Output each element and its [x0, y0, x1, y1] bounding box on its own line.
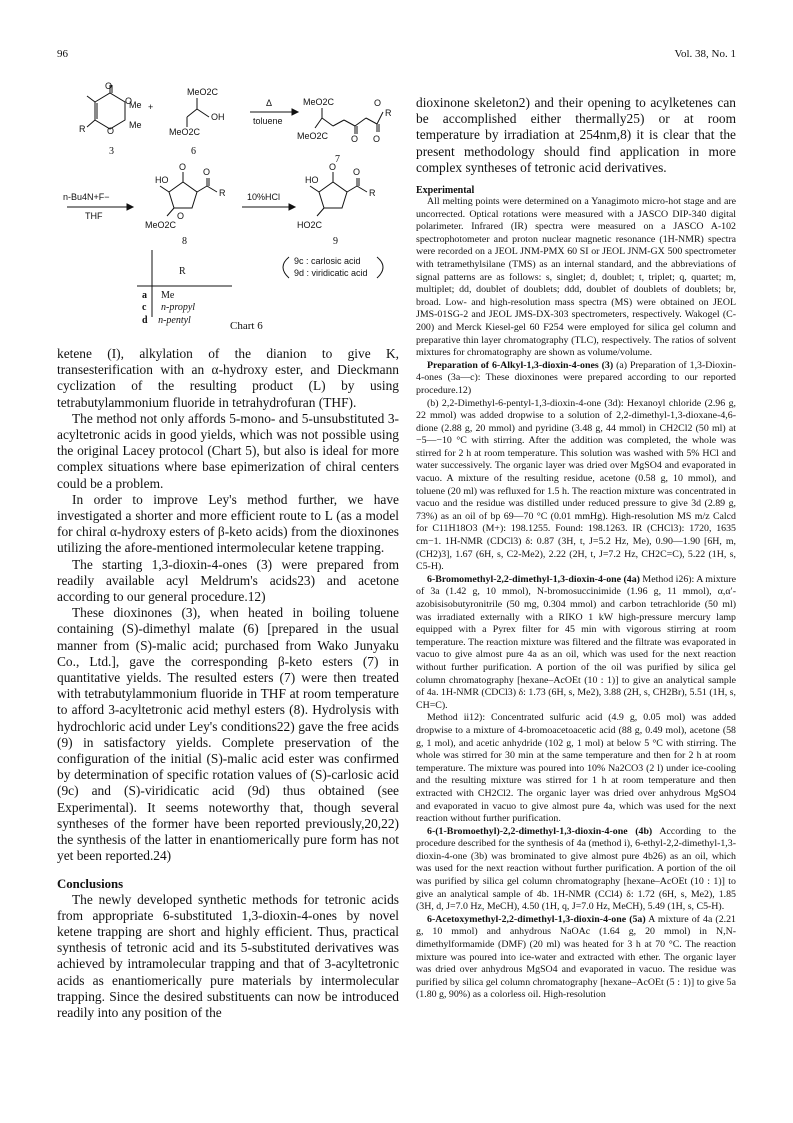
journal-volume: Vol. 38, No. 1	[674, 48, 736, 60]
exp-preparation-5a	[416, 914, 736, 1002]
label-o-4: O	[374, 98, 382, 108]
right-column	[416, 95, 736, 1002]
right-paragraph-1: dioxinone skeleton2) and their opening to acylketenes can be accomplished either thermally25) or at room temperature by irradiation at 254nm,8) it is clear that the present methodology should find application in more complex syntheses of tetronic acid derivatives.	[416, 95, 736, 175]
label-o-2: O	[125, 96, 133, 106]
table-value-a: Me	[161, 290, 175, 301]
table-key-c: c	[142, 302, 147, 313]
compound-6: 6	[191, 146, 196, 157]
exp-general: All melting points were determined on a Yanagimoto micro-hot stage and are uncorrected. Optical rotations were measured with a JASCO DIP-340 digital polarimeter. Infrared (IR) spectra were measured on a JASCO A-102 spectrophotometer and proton nuclear magnetic resonance (1H-NMR) spectra were recorded on a JEOL JNM-PMX 60 SI or JEOL JNM-GX 500 spectrometer with tetramethylsilane (TMS) as an internal standard, and the abbreviations of signal patterns are as follows: s, singlet; d, doublet; t, triplet; q, quartet; m, multiplet; dd, doublet of doublets; ddd, doublet of doublets of doublets; br, broad. Low- and high-resolution mass spectra (MS) were obtained on JEOL JMS-01SG-2 and JEOL JMS-DX-303 spectrometers, respectively. Wakogel (C-200) and Merck Kiesel-gel 60 F254 were employed for silica gel column and preparative thin layer chromatography (TLC), respectively. The ratios of solvent mixtures for chromatography are shown as volume/volume.	[416, 196, 736, 359]
label-o-11: O	[329, 162, 337, 172]
note-9c: 9c : carlosic acid	[294, 256, 361, 266]
left-paragraph-3: In order to improve Ley's method further, we have investigated a shorter and more efficient route to L (as a model for chiral α-hydroxy esters of β-keto acids) from the dioxinones utilizing the afore-mentioned intermolecular ketene trapping.	[57, 491, 399, 556]
table-key-a: a	[142, 290, 147, 301]
table-header-r: R	[179, 266, 186, 277]
exp-preparation-4b-text: According to the procedure described for the synthesis of 4a (method i), 6-ethyl-2,2-dimethyl-1,3-dioxin-4-one (3b) was brominated to give almost pure 4b26) as an oil, which was used for the next reaction without further purification. A portion of the oil was purified by silica gel column chromatography [hexane–AcOEt (10 : 1)] to give an analytical sample of 4b. 1H-NMR (CCl4) δ: 1.72 (6H, s, Me2), 1.85 (3H, d, J=7.0 Hz, MeCH), 4.50 (1H, q, J=7.0 Hz, MeCH), 5.49 (1H, s, C5-H).	[416, 825, 737, 913]
label-meo2c-d: MeO2C	[297, 131, 329, 141]
left-column	[57, 346, 399, 1021]
reagent-hcl: 10%HCl	[247, 192, 281, 202]
exp-preparation-3-title: Preparation of 6-Alkyl-1,3-dioxin-4-ones (3)	[427, 359, 614, 371]
label-o-5: O	[373, 134, 381, 144]
label-r-4: R	[369, 188, 376, 198]
reagent-thf: THF	[85, 211, 103, 221]
reagent-fluoride: n-Bu4N+F−	[63, 192, 110, 202]
reagent-toluene: toluene	[253, 116, 283, 126]
compound-9: 9	[333, 236, 338, 247]
table-value-d: n-pentyl	[158, 315, 191, 326]
exp-preparation-4a-text: Method i26): A mixture of 3a (1.42 g, 10 mmol), N-bromosuccinimide (1.96 g, 11 mmol), α,α′-azobisisobutyronitrile (50 mg, 0.304 mmol) and carbon tetrachloride (50 ml) was irradiated externally with a RIKO 1 kW high-pressure mercury lamp equipped with a Pyrex filter for 45 min with vigorous stirring at room temperature. The reaction mixture was filtered and the filtrate was evaporated in vacuo to give almost pure 4a as an oil, which was used for the next reaction without further purification. A portion of the oil was purified by silica gel column chromatography [hexane–AcOEt (10 : 1)] to give an analytical sample of 4a. 1H-NMR (CDCl3) δ: 1.73 (6H, s, Me2), 3.88 (2H, s, CH2Br), 5.51 (1H, s, CH=C).	[416, 573, 737, 711]
exp-preparation-5a-title: 6-Acetoxymethyl-2,2-dimethyl-1,3-dioxin-4-one (5a)	[427, 913, 646, 925]
exp-preparation-4a-title: 6-Bromomethyl-2,2-dimethyl-1,3-dioxin-4-one (4a)	[427, 573, 640, 585]
exp-preparation-4a	[416, 574, 736, 713]
compound-7: 7	[335, 154, 340, 165]
exp-preparation-3	[416, 360, 736, 398]
left-paragraph-6: The newly developed synthetic methods for tetronic acids from appropriate 6-substituted 1,3-dioxin-4-ones by novel ketene trapping are short and highly efficient. Thus, practical synthesis of tetronic acid and its 5-substituted derivatives was achieved by intramolecular trapping and that of 3-acyltetronic acids as enantiomerically pure materials by intermolecular trapping. Since the desired substituents can now be introduced readily into any position of the	[57, 891, 399, 1020]
label-o-8: O	[179, 162, 187, 172]
tetronic-ring-8	[169, 182, 197, 208]
label-o-7: O	[203, 167, 211, 177]
tetronic-ring-9	[319, 182, 347, 208]
conclusions-heading: Conclusions	[57, 876, 124, 891]
reagent-heat: Δ	[266, 98, 273, 108]
left-paragraph-1: ketene (I), alkylation of the dianion to give K, transesterification with an α-hydroxy ester, and Dieckmann cyclization of the resulting product (L) by using tetrabutylammonium fluoride in tetrahydrofuran (THF).	[57, 346, 399, 410]
reaction-scheme	[57, 82, 399, 340]
table-key-d: d	[142, 315, 148, 326]
dioxinone-ring	[95, 93, 125, 129]
label-meo2c-a: MeO2C	[187, 87, 219, 97]
label-plus: +	[148, 102, 154, 112]
exp-method-ii: Method ii12): Concentrated sulfuric acid (4.9 g, 0.05 mol) was added dropwise to a mixture of 4-bromoacetoacetic acid (88 g, 0.49 mol), acetone (58 g, 1 mol), and acetic anhydride (102 g, 1 mol) at below 5 °C with stirring. The whole was stirred for 30 min at the same temperature and then for 2 h at room temperature. The mixture was poured into 10% Na2CO3 (2 l) under ice-cooling and the resulting mixture was stirred for 1 h at room temperature and then extracted with CH2Cl2. The organic layer was dried over anhydrous MgSO4 and evaporated in vacuo to give almost pure 4a, which was used for the next reaction without further purification.	[416, 712, 736, 825]
label-meo2c-e: MeO2C	[145, 220, 177, 230]
label-ho2c: HO2C	[297, 220, 323, 230]
label-ho-1: HO	[155, 175, 169, 185]
chart-caption: Chart 6	[230, 320, 263, 332]
label-o-9: O	[177, 211, 185, 221]
experimental-heading: Experimental	[416, 185, 475, 197]
label-o-10: O	[353, 167, 361, 177]
label-r-2: R	[385, 108, 392, 118]
left-paragraph-2: The method not only affords 5-mono- and 5-unsubstituted 3-acyltetronic acids in good yields, which was not possible using the original Lacey protocol (Chart 5), but also is ideal for more complex situations where base epimerization of chiral centers could be a problem.	[57, 410, 399, 491]
label-r-3: R	[219, 188, 226, 198]
label-me-2: Me	[129, 120, 142, 130]
label-r-1: R	[79, 124, 86, 134]
left-paragraph-5: These dioxinones (3), when heated in boiling toluene containing (S)-dimethyl malate (6) [prepared in the usual manner from (S)-malic acid; purchased from Wako Junyaku Co., Ltd.], gave the corresponding β-keto esters (7) in quantitative yields. The resulted esters (7) were then treated with tetrabutylammonium fluoride in THF at room temperature to afford 3-acyltetronic acid methyl esters (8). Hydrolysis with hydrochloric acid under Ley's conditions22) gave the free acids (9) in satisfactory yields. Complete preservation of the configuration of the initial (S)-malic acid ester was confirmed by determination of specific rotation values of (S)-carlosic acid (9c) and (S)-viridicatic acid (9d) thus obtained (see Experimental). It seems noteworthy that, though several syntheses of the former have been reported previously,20,22) the synthesis of the latter in enantiomerically pure form has not yet been reported.24)	[57, 605, 399, 864]
exp-preparation-5a-text: A mixture of 4a (2.21 g, 10 mmol) and anhydrous NaOAc (1.64 g, 20 mmol) in N,N-dimethylformamide (DMF) (20 ml) was heated for 3 h at 70 °C. The reaction mixture was poured into ice-water and extracted with ether. The organic layer was dried over anhydrous MgSO4 and evaporated in vacuo. The residue was purified by silica gel column chromatography [hexane–AcOEt (5 : 1)] to give 5a (1.80 g, 90%) as a colorless oil. High-resolution	[416, 913, 736, 1001]
label-ho-2: HO	[305, 175, 319, 185]
label-o-3: O	[107, 126, 115, 136]
note-9d: 9d : viridicatic acid	[294, 268, 368, 278]
exp-preparation-4b	[416, 826, 736, 914]
compound-3: 3	[109, 146, 114, 157]
label-o-6: O	[351, 134, 359, 144]
label-meo2c-b: MeO2C	[169, 127, 201, 137]
exp-preparation-4b-title: 6-(1-Bromoethyl)-2,2-dimethyl-1,3-dioxin-4-one (4b)	[427, 825, 653, 837]
label-oh: OH	[211, 112, 225, 122]
table-row-d	[142, 315, 191, 326]
page-number: 96	[57, 48, 68, 60]
scheme-drawing	[57, 82, 399, 317]
compound-8: 8	[182, 236, 187, 247]
exp-preparation-3d: (b) 2,2-Dimethyl-6-pentyl-1,3-dioxin-4-one (3d): Hexanoyl chloride (2.96 g, 22 mmol) was added dropwise to a solution of 2,2-dimethyl-1,3-dioxane-4,6-dione (2.88 g, 20 mmol) and pyridine (3.48 g, 44 mmol) in CH2Cl2 (50 ml) at −5—−10 °C with stirring. After the addition was completed, the whole was stirred for 2 h at room temperature. This solution was washed with 5% HCl and water successively. The organic layer was dried over MgSO4 and evaporated in vacuo. A mixture of the resulting residue, acetone (0.58 g, 10 mmol), and toluene (20 ml) was refluxed for 1.5 h. The reaction mixture was concentrated in vacuo and the residue was distilled under reduced pressure to give 3d (2.89 g, 73%) as an oil of bp 69—70 °C (0.01 mmHg). High-resolution MS m/z Calcd for C11H18O3 (M+): 198.1255. Found: 198.1263. IR (CHCl3): 1720, 1635 cm−1. 1H-NMR (CDCl3) δ: 0.87 (3H, t, J=5.2 Hz, Me), 0.90—1.90 [6H, m, (CH2)3], 1.67 (6H, s, C2-Me2), 2.22 (2H, t, J=7.2 Hz, CH2C=C), 5.22 (1H, s, C5-H).	[416, 397, 736, 573]
label-me-1: Me	[129, 100, 142, 110]
label-meo2c-c: MeO2C	[303, 97, 335, 107]
label-o-1: O	[105, 82, 113, 91]
table-value-c: n-propyl	[161, 302, 196, 313]
left-paragraph-4: The starting 1,3-dioxin-4-ones (3) were prepared from readily available acyl Meldrum's acids23) and acetone according to our general procedure.12)	[57, 556, 399, 605]
exp-preparation-3-text: (a) Preparation of 1,3-Dioxin-4-ones (3a—c): These dioxinones were prepared according to our reported procedure.12)	[416, 359, 736, 396]
